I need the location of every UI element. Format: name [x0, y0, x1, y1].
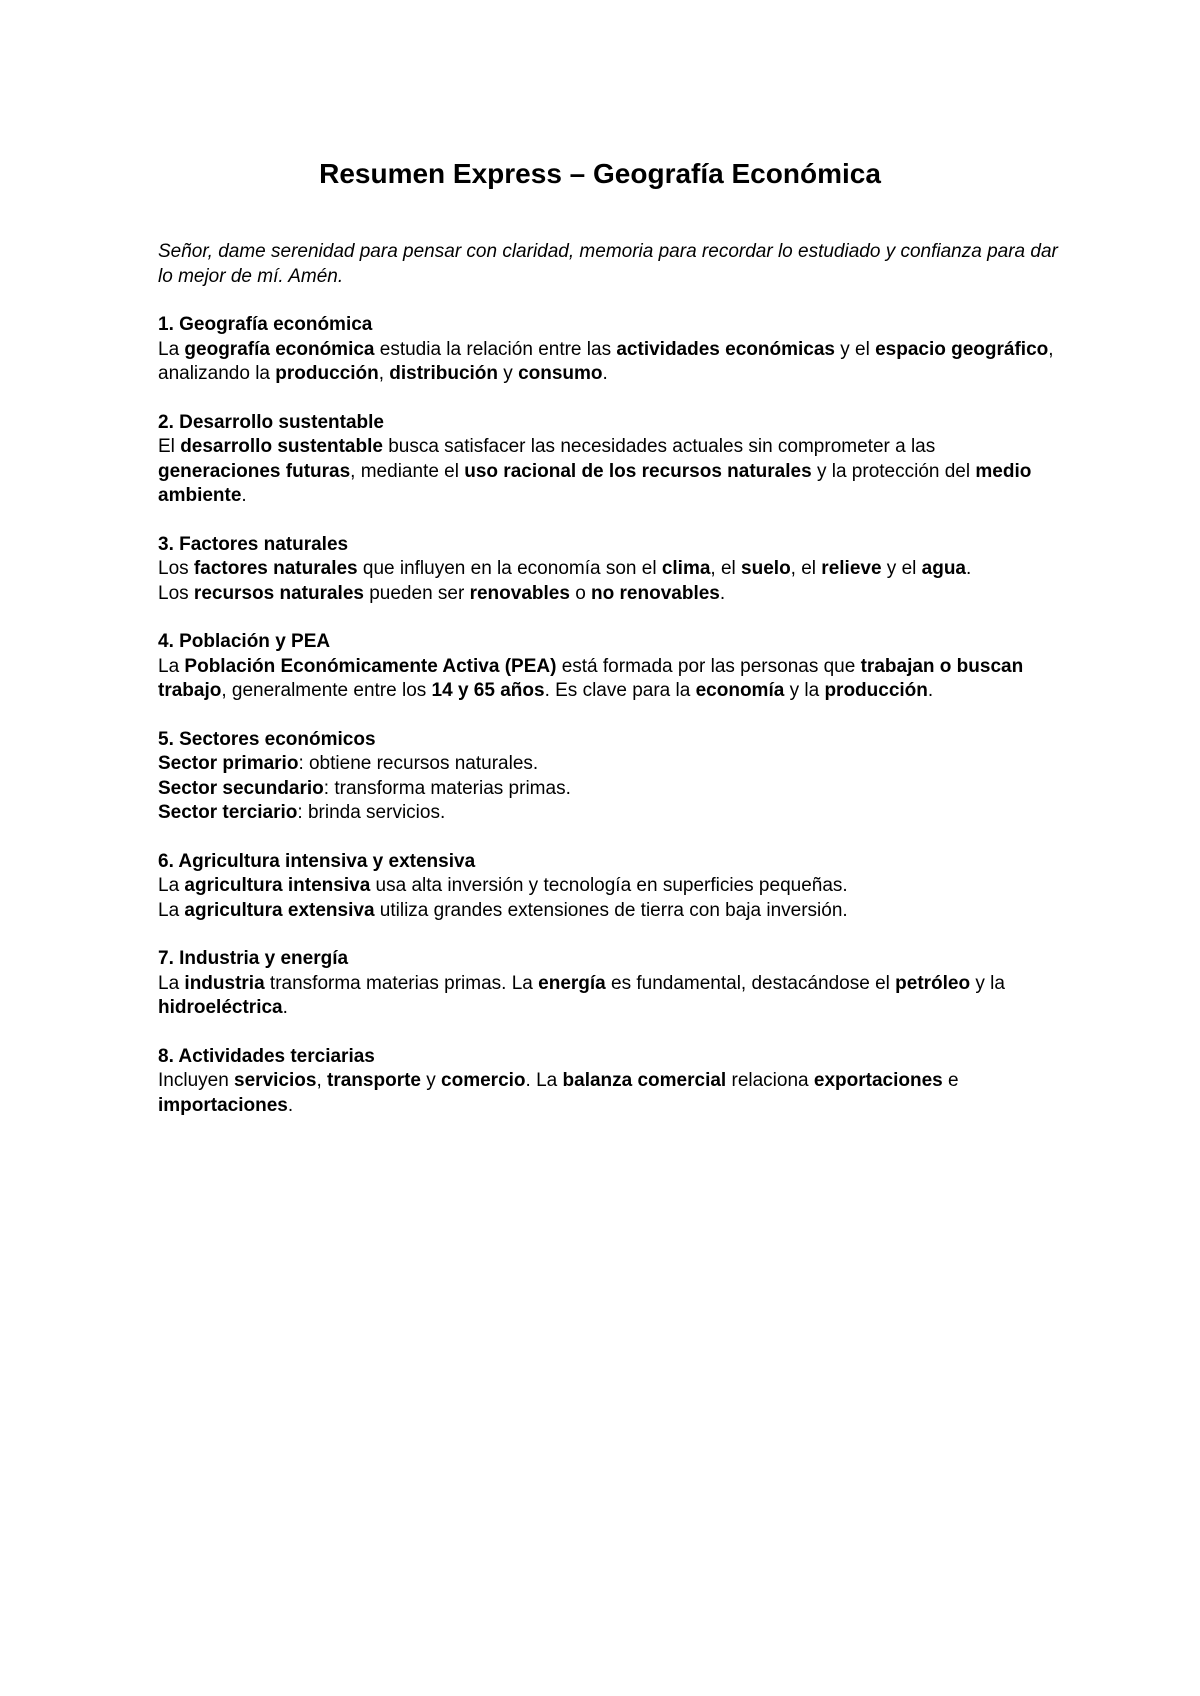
key-term: energía [538, 972, 606, 994]
text-run: La [158, 875, 185, 896]
section-2 [158, 411, 1058, 509]
text-run: , [378, 363, 390, 384]
text-run: Los [158, 582, 194, 604]
key-term: actividades económicas [616, 338, 835, 360]
key-term: 14 y 65 años [431, 680, 545, 701]
key-term: suelo [741, 558, 791, 579]
text-run: La [158, 338, 185, 360]
section-4 [158, 630, 1058, 704]
text-run: y [420, 1070, 442, 1091]
text-run: . [241, 485, 247, 506]
text-run: pueden ser [363, 582, 470, 604]
section-title: 2. Desarrollo sustentable [158, 411, 384, 433]
key-term: hidroeléctrica [158, 997, 283, 1018]
key-term: agricultura extensiva [184, 899, 375, 921]
text-run: e [942, 1070, 959, 1091]
text-run: y el [834, 338, 876, 360]
text-run: : brinda servicios. [297, 802, 446, 823]
key-term: economía [695, 680, 785, 701]
section-7 [158, 947, 1058, 1021]
key-term: desarrollo sustentable [180, 436, 383, 457]
sections-list [158, 313, 1058, 1118]
key-term: servicios [234, 1070, 317, 1091]
text-run: y la [970, 972, 1005, 994]
text-run: Los [158, 558, 194, 579]
key-term: comercio [441, 1070, 526, 1091]
key-term: factores naturales [193, 558, 358, 579]
text-run: y el [881, 558, 922, 579]
section-paragraph [158, 801, 1058, 826]
key-term: renovables [469, 582, 570, 604]
section-8 [158, 1045, 1058, 1119]
section-paragraph [158, 1069, 1058, 1118]
section-paragraph [158, 899, 1058, 924]
text-run: está formada por las personas que [556, 655, 861, 677]
key-term: Población Económicamente Activa (PEA) [184, 655, 557, 677]
section-title: 1. Geografía económica [158, 314, 373, 335]
section-paragraph [158, 338, 1058, 387]
key-term: recursos naturales [193, 582, 364, 604]
key-term: espacio geográfico [875, 338, 1049, 360]
document-body [158, 240, 1058, 1142]
key-term: transporte [327, 1070, 421, 1091]
key-term: consumo [518, 363, 603, 384]
text-run: : transforma materias primas. [323, 777, 571, 799]
key-term: producción [275, 363, 379, 384]
text-run: y [498, 363, 519, 384]
key-term: exportaciones [813, 1070, 943, 1091]
text-run: . [927, 680, 934, 701]
text-run: . Es clave para la [544, 680, 696, 701]
section-title: 8. Actividades terciarias [158, 1045, 375, 1067]
key-term: industria [184, 972, 265, 994]
key-term: geografía económica [184, 338, 375, 360]
text-run: estudia la relación entre las [374, 338, 617, 360]
text-run: y la [784, 680, 825, 701]
key-term: generaciones futuras [158, 460, 351, 482]
section-1 [158, 313, 1058, 387]
text-run: busca satisfacer las necesidades actuales sin comprometer a las [382, 436, 936, 457]
text-run: o [569, 582, 592, 604]
text-run: : obtiene recursos naturales. [298, 753, 539, 774]
text-run: . [602, 363, 608, 384]
text-run: . [282, 997, 288, 1018]
section-paragraph [158, 752, 1058, 777]
section-5 [158, 728, 1058, 826]
text-run: El [158, 436, 181, 457]
key-term: distribución [389, 363, 499, 384]
section-title: 4. Población y PEA [158, 631, 331, 652]
section-3 [158, 533, 1058, 607]
document-title: Resumen Express – Geografía Económica [319, 158, 881, 189]
section-paragraph [158, 582, 1058, 607]
text-run: , el [710, 558, 742, 579]
section-paragraph [158, 972, 1058, 1021]
section-title: 7. Industria y energía [158, 948, 349, 969]
section-title: 3. Factores naturales [158, 533, 349, 555]
section-paragraph [158, 655, 1058, 704]
key-term: clima [661, 558, 711, 579]
text-run: es fundamental, destacándose el [605, 972, 896, 994]
text-run: , [316, 1070, 328, 1091]
section-6 [158, 850, 1058, 924]
key-term: trabajan o buscan trabajo [158, 655, 1024, 701]
text-run: La [158, 655, 185, 677]
text-run: usa alta inversión y tecnología en superficies pequeñas. [370, 875, 848, 896]
key-term: Sector secundario [158, 777, 324, 799]
key-term: Sector terciario [158, 802, 298, 823]
text-run: , analizando la [158, 338, 1054, 384]
text-run: . [719, 582, 726, 604]
text-run: . [966, 558, 972, 579]
key-term: no renovables [591, 582, 720, 604]
text-run: , mediante el [350, 460, 465, 482]
section-paragraph [158, 874, 1058, 899]
text-run: . [287, 1094, 294, 1116]
text-run: y la protección del [811, 460, 976, 482]
prayer-text: Señor, dame serenidad para pensar con claridad, memoria para recordar lo estudiado y confianza para dar lo mejor de mí. Amén. [158, 241, 1058, 287]
section-paragraph [158, 777, 1058, 802]
text-run: . La [525, 1070, 563, 1091]
key-term: Sector primario [158, 753, 299, 774]
text-run: transforma materias primas. La [264, 972, 539, 994]
key-term: producción [824, 680, 928, 701]
text-run: La [158, 972, 185, 994]
text-run: La [158, 899, 185, 921]
key-term: petróleo [895, 972, 971, 994]
text-run: , generalmente entre los [221, 680, 432, 701]
text-run: utiliza grandes extensiones de tierra con baja inversión. [374, 899, 848, 921]
key-term: agricultura intensiva [184, 875, 371, 896]
key-term: relieve [821, 558, 882, 579]
key-term: medio ambiente [158, 460, 1032, 506]
text-run: que influyen en la economía son el [357, 558, 662, 579]
key-term: agua [921, 558, 967, 579]
text-run: , el [790, 558, 822, 579]
text-run: Incluyen [158, 1070, 235, 1091]
section-title: 6. Agricultura intensiva y extensiva [158, 850, 476, 872]
text-run: relaciona [726, 1070, 814, 1091]
section-title: 5. Sectores económicos [158, 728, 376, 750]
key-term: uso racional de los recursos naturales [464, 460, 812, 482]
section-paragraph [158, 557, 1058, 582]
section-paragraph [158, 435, 1058, 509]
key-term: importaciones [158, 1094, 288, 1116]
key-term: balanza comercial [562, 1070, 727, 1091]
